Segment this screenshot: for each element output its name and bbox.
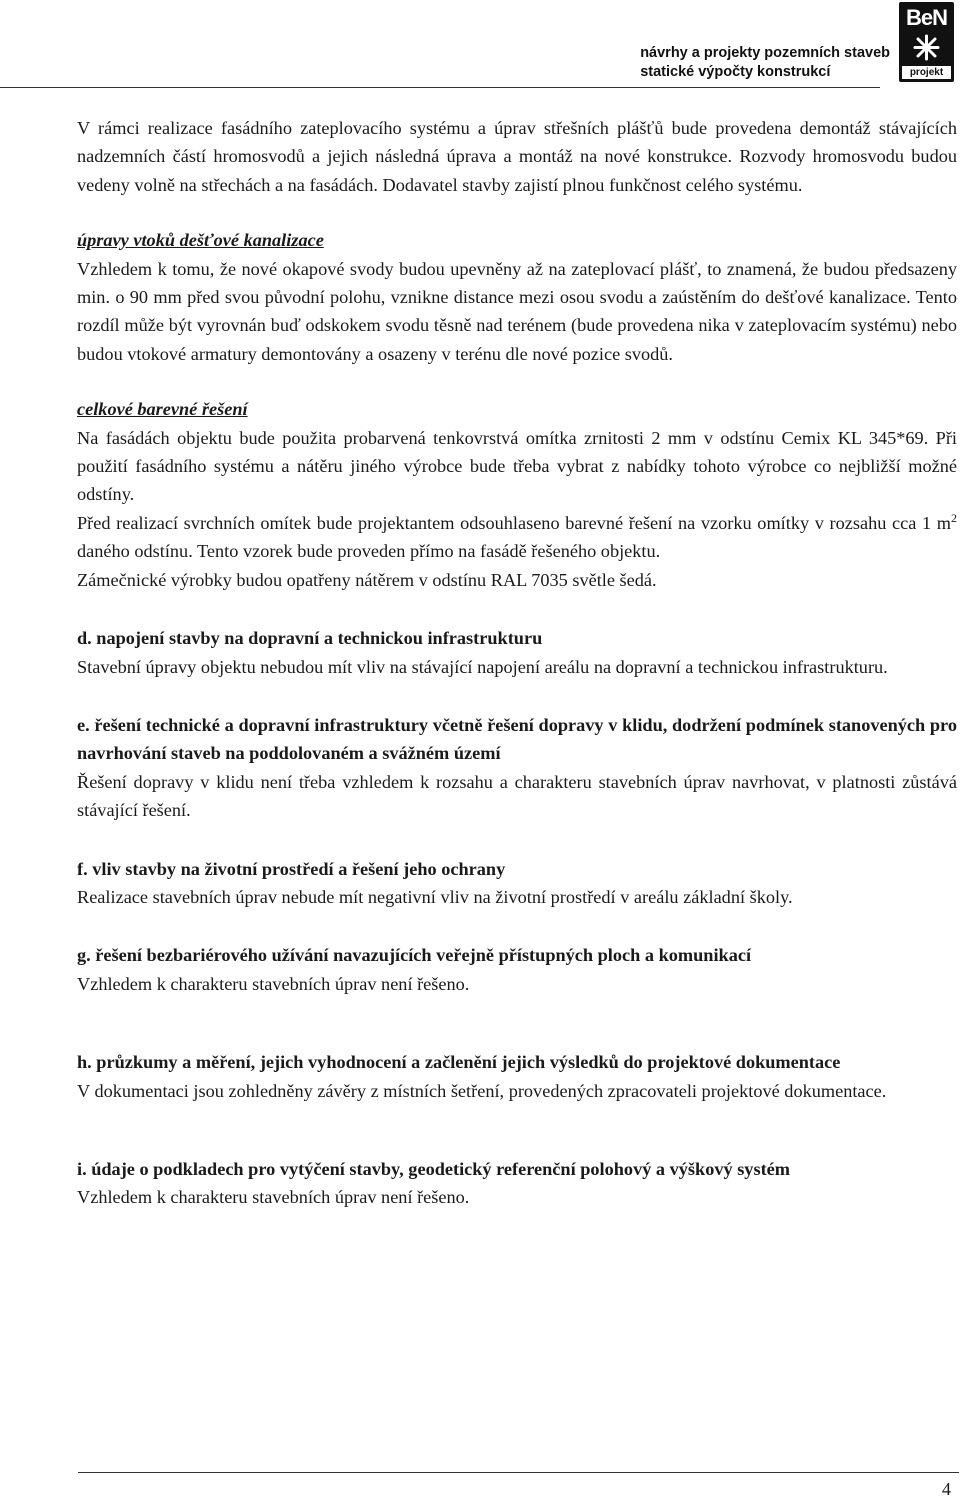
company-description	[640, 44, 890, 82]
section-heading-d: d. napojení stavby na dopravní a technickou infrastrukturu	[77, 628, 543, 649]
section-heading-e: e. řešení technické a dopravní infrastruktury včetně řešení dopravy v klidu, dodržení podmínek stanovených pro navrhování staveb na poddolovaném a svážném území	[77, 714, 957, 764]
paragraph-barevne-3: Zámečnické výrobky budou opatřeny nátěrem v odstínu RAL 7035 světle šedá.	[77, 569, 657, 590]
subheading-barevne: celkové barevné řešení	[77, 399, 248, 420]
paragraph-i: Vzhledem k charakteru stavebních úprav není řešeno.	[77, 1187, 470, 1208]
paragraph-h: V dokumentaci jsou zohledněny závěry z místních šetření, provedených zpracovateli projektové dokumentace.	[77, 1080, 887, 1101]
section-heading-f: f. vliv stavby na životní prostředí a řešení jeho ochrany	[77, 858, 506, 879]
paragraph-vtoky: Vzhledem k tomu, že nové okapové svody budou upevněny až na zateplovací plášť, to znamená, že budou předsazeny min. o 90 mm před svou původní polohu, vznikne distance mezi osou svodu a zaústěním do dešťové kanalizace. Tento rozdíl může být vyrovnán buď odskokem svodu těsně nad terénem (bude provedena nika v zateplovacím systému) nebo budou vtokové armatury demontovány a osazeny v terénu dle nové pozice svodů.	[77, 258, 957, 364]
company-line-1: návrhy a projekty pozemních staveb	[640, 45, 890, 61]
section-heading-g: g. řešení bezbariérového užívání navazujících veřejně přístupných ploch a komunikací	[77, 945, 752, 966]
superscript-2: 2	[951, 510, 957, 525]
paragraph-d: Stavební úpravy objektu nebudou mít vliv na stávající napojení areálu na dopravní a technickou infrastrukturu.	[77, 656, 888, 677]
asterisk-star-icon	[913, 34, 940, 61]
company-line-2: statické výpočty konstrukcí	[640, 64, 831, 80]
document-body	[77, 114, 957, 1212]
paragraph-barevne-2	[77, 509, 957, 566]
page-number: 4	[941, 1479, 951, 1499]
subheading-vtoky: úpravy vtoků dešťové kanalizace	[77, 230, 324, 251]
paragraph-e: Řešení dopravy v klidu není třeba vzhledem k rozsahu a charakteru stavebních úprav navrhovat, v platnosti zůstává stávající řešení.	[77, 771, 957, 821]
company-logo	[899, 2, 954, 82]
logo-tag: projekt	[902, 66, 951, 79]
paragraph-barevne-2-text: Před realizací svrchních omítek bude projektantem odsouhlaseno barevné řešení na vzorku omítky v rozsahu cca 1 m	[77, 512, 951, 533]
paragraph-barevne-2-text-end: daného odstínu. Tento vzorek bude proveden přímo na fasádě řešeného objektu.	[77, 541, 661, 562]
paragraph-f: Realizace stavebních úprav nebude mít negativní vliv na životní prostředí v areálu základní školy.	[77, 886, 793, 907]
page-header	[0, 0, 960, 90]
header-divider	[0, 87, 880, 88]
footer-divider	[78, 1472, 959, 1473]
section-heading-h: h. průzkumy a měření, jejich vyhodnocení a začlenění jejich výsledků do projektové dokumentace	[77, 1052, 841, 1073]
paragraph-intro: V rámci realizace fasádního zateplovacího systému a úprav střešních plášťů bude provedena demontáž stávajících nadzemních částí hromosvodů a jejich následná úprava a montáž na nové konstrukce. Rozvody hromosvodu budou vedeny volně na střechách a na fasádách. Dodavatel stavby zajistí plnou funkčnost celého systému.	[77, 118, 957, 195]
logo-text: BeN	[905, 5, 947, 30]
paragraph-g: Vzhledem k charakteru stavebních úprav není řešeno.	[77, 973, 470, 994]
section-heading-i: i. údaje o podkladech pro vytýčení stavby, geodetický referenční polohový a výškový systém	[77, 1158, 790, 1179]
paragraph-barevne-1: Na fasádách objektu bude použita probarvená tenkovrstvá omítka zrnitosti 2 mm v odstínu Cemix KL 345*69. Při použití fasádního systému a nátěru jiného výrobce bude třeba vybrat z nabídky tohoto výrobce co nejbližší možné odstíny.	[77, 427, 957, 505]
